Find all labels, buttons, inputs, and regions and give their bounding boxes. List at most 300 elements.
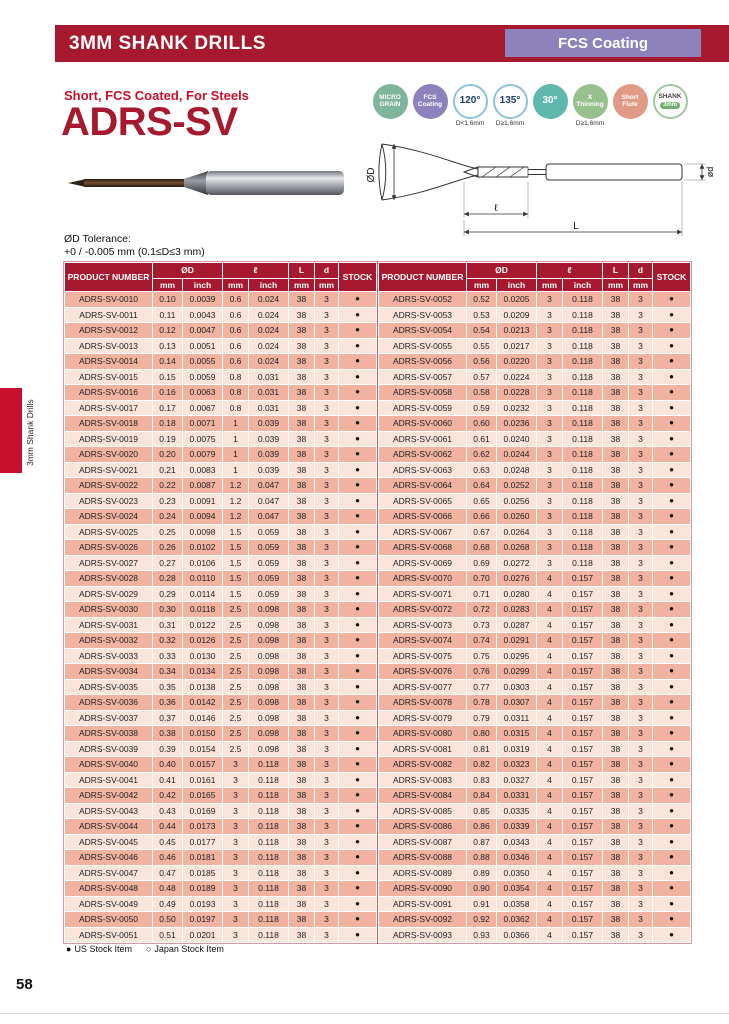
stock-cell: ● [653,633,691,649]
stock-cell: ● [339,772,377,788]
table-row [65,819,377,835]
stock-cell: ● [653,648,691,664]
stock-cell: ● [339,850,377,866]
flute-mm-cell: 4 [537,664,563,680]
flute-mm-cell: 3 [223,834,249,850]
od-mm-cell: 0.38 [153,726,183,742]
flute-inch-cell: 0.118 [249,912,289,928]
flute-mm-cell: 1.5 [223,571,249,587]
shank-mm-cell: 3 [629,803,653,819]
flute-mm-cell: 2.5 [223,602,249,618]
angle-30-badge [532,84,568,129]
product-number-cell: ADRS-SV-0030 [65,602,153,618]
unit-inch: inch [497,279,537,292]
oal-mm-cell: 38 [289,819,315,835]
col-header-overall-length: L [603,263,629,279]
unit-mm: mm [467,279,497,292]
flute-mm-cell: 3 [537,292,563,308]
flute-mm-cell: 2.5 [223,695,249,711]
flute-inch-cell: 0.118 [563,478,603,494]
col-header-stock: STOCK [339,263,377,292]
od-inch-cell: 0.0209 [497,307,537,323]
od-mm-cell: 0.80 [467,726,497,742]
product-number-cell: ADRS-SV-0065 [379,493,467,509]
oal-mm-cell: 38 [289,757,315,773]
product-number-cell: ADRS-SV-0019 [65,431,153,447]
flute-mm-cell: 3 [537,509,563,525]
od-mm-cell: 0.32 [153,633,183,649]
product-number-cell: ADRS-SV-0089 [379,865,467,881]
oal-mm-cell: 38 [289,307,315,323]
dim-label-shank-dia: ød [705,166,715,178]
od-inch-cell: 0.0154 [183,741,223,757]
product-number-cell: ADRS-SV-0043 [65,803,153,819]
od-mm-cell: 0.45 [153,834,183,850]
table-row [65,648,377,664]
od-inch-cell: 0.0205 [497,292,537,308]
od-mm-cell: 0.82 [467,757,497,773]
od-mm-cell: 0.40 [153,757,183,773]
table-row [65,710,377,726]
stock-cell: ● [653,447,691,463]
product-number-cell: ADRS-SV-0062 [379,447,467,463]
od-mm-cell: 0.29 [153,586,183,602]
stock-cell: ● [653,912,691,928]
product-number-cell: ADRS-SV-0063 [379,462,467,478]
stock-cell: ● [653,338,691,354]
flute-inch-cell: 0.098 [249,617,289,633]
flute-mm-cell: 4 [537,602,563,618]
od-mm-cell: 0.88 [467,850,497,866]
stock-cell: ● [339,679,377,695]
od-mm-cell: 0.73 [467,617,497,633]
oal-mm-cell: 38 [289,679,315,695]
stock-cell: ● [339,633,377,649]
od-inch-cell: 0.0079 [183,447,223,463]
table-row [379,927,691,943]
flute-mm-cell: 4 [537,571,563,587]
flute-mm-cell: 4 [537,896,563,912]
product-number-cell: ADRS-SV-0011 [65,307,153,323]
unit-inch: inch [183,279,223,292]
stock-cell: ● [339,524,377,540]
product-number-cell: ADRS-SV-0044 [65,819,153,835]
oal-mm-cell: 38 [289,912,315,928]
od-inch-cell: 0.0169 [183,803,223,819]
stock-cell: ● [653,400,691,416]
od-inch-cell: 0.0142 [183,695,223,711]
od-inch-cell: 0.0063 [183,385,223,401]
flute-mm-cell: 1.5 [223,555,249,571]
product-number-cell: ADRS-SV-0056 [379,354,467,370]
od-inch-cell: 0.0343 [497,834,537,850]
product-number-cell: ADRS-SV-0077 [379,679,467,695]
oal-mm-cell: 38 [603,865,629,881]
product-number-cell: ADRS-SV-0059 [379,400,467,416]
flute-inch-cell: 0.118 [249,896,289,912]
flute-inch-cell: 0.157 [563,741,603,757]
fcs-coating-badge [412,84,448,129]
badge-sub-label: D<1.6mm [455,120,485,127]
shank-mm-cell: 3 [315,881,339,897]
oal-mm-cell: 38 [603,772,629,788]
od-mm-cell: 0.30 [153,602,183,618]
product-number-cell: ADRS-SV-0012 [65,323,153,339]
oal-mm-cell: 38 [603,586,629,602]
flute-inch-cell: 0.157 [563,912,603,928]
table-row [379,633,691,649]
oal-mm-cell: 38 [289,540,315,556]
od-inch-cell: 0.0280 [497,586,537,602]
product-number-cell: ADRS-SV-0084 [379,788,467,804]
od-mm-cell: 0.76 [467,664,497,680]
product-number-cell: ADRS-SV-0067 [379,524,467,540]
product-number-cell: ADRS-SV-0034 [65,664,153,680]
oal-mm-cell: 38 [603,803,629,819]
oal-mm-cell: 38 [289,664,315,680]
oal-mm-cell: 38 [603,834,629,850]
shank-mm-cell: 3 [629,788,653,804]
shank-mm-cell: 3 [315,338,339,354]
table-row [65,447,377,463]
table-row [65,385,377,401]
oal-mm-cell: 38 [289,648,315,664]
od-inch-cell: 0.0272 [497,555,537,571]
od-mm-cell: 0.50 [153,912,183,928]
stock-cell: ● [653,493,691,509]
stock-cell: ● [339,323,377,339]
flute-mm-cell: 4 [537,819,563,835]
od-inch-cell: 0.0256 [497,493,537,509]
product-number-cell: ADRS-SV-0031 [65,617,153,633]
shank-mm-cell: 3 [315,803,339,819]
flute-inch-cell: 0.098 [249,695,289,711]
table-row [65,803,377,819]
product-number-cell: ADRS-SV-0028 [65,571,153,587]
od-inch-cell: 0.0110 [183,571,223,587]
badge-text: GRAIN [379,100,401,108]
od-mm-cell: 0.84 [467,788,497,804]
product-number-cell: ADRS-SV-0016 [65,385,153,401]
oal-mm-cell: 38 [289,881,315,897]
od-inch-cell: 0.0051 [183,338,223,354]
stock-cell: ● [339,726,377,742]
od-inch-cell: 0.0126 [183,633,223,649]
od-inch-cell: 0.0165 [183,788,223,804]
od-inch-cell: 0.0299 [497,664,537,680]
flute-inch-cell: 0.157 [563,695,603,711]
col-header-shank-dia: d [315,263,339,279]
od-mm-cell: 0.42 [153,788,183,804]
od-inch-cell: 0.0264 [497,524,537,540]
product-number-cell: ADRS-SV-0046 [65,850,153,866]
od-mm-cell: 0.55 [467,338,497,354]
stock-cell: ● [653,509,691,525]
shank-mm-cell: 3 [629,695,653,711]
product-number-cell: ADRS-SV-0073 [379,617,467,633]
shank-mm-cell: 3 [629,447,653,463]
flute-mm-cell: 3 [537,323,563,339]
oal-mm-cell: 38 [289,571,315,587]
table-row [65,834,377,850]
od-mm-cell: 0.31 [153,617,183,633]
badge-text: X [587,93,593,101]
product-number-cell: ADRS-SV-0058 [379,385,467,401]
shank-mm-cell: 3 [629,834,653,850]
col-header-flute-length: ℓ [223,263,289,279]
dim-label-flute-length: ℓ [494,203,498,214]
shank-mm-cell: 3 [629,710,653,726]
od-mm-cell: 0.83 [467,772,497,788]
od-mm-cell: 0.64 [467,478,497,494]
table-row [379,648,691,664]
product-number-cell: ADRS-SV-0010 [65,292,153,308]
product-number-cell: ADRS-SV-0069 [379,555,467,571]
shank-mm-cell: 3 [629,478,653,494]
badge-text: MICRO [379,93,401,101]
od-inch-cell: 0.0075 [183,431,223,447]
shank-mm-cell: 3 [315,757,339,773]
oal-mm-cell: 38 [603,912,629,928]
oal-mm-cell: 38 [603,493,629,509]
flute-inch-cell: 0.118 [563,509,603,525]
flute-inch-cell: 0.039 [249,416,289,432]
od-inch-cell: 0.0315 [497,726,537,742]
col-header-product-number: PRODUCT NUMBER [379,263,467,292]
od-mm-cell: 0.28 [153,571,183,587]
stock-cell: ● [339,478,377,494]
product-number-cell: ADRS-SV-0066 [379,509,467,525]
table-row [65,617,377,633]
oal-mm-cell: 38 [289,850,315,866]
flute-mm-cell: 3 [223,912,249,928]
od-mm-cell: 0.65 [467,493,497,509]
product-number-cell: ADRS-SV-0083 [379,772,467,788]
od-mm-cell: 0.47 [153,865,183,881]
stock-cell: ● [653,726,691,742]
stock-cell: ● [653,571,691,587]
od-inch-cell: 0.0335 [497,803,537,819]
us-stock-label: US Stock Item [74,944,132,954]
od-mm-cell: 0.41 [153,772,183,788]
shank-mm-cell: 3 [629,602,653,618]
flute-mm-cell: 1 [223,431,249,447]
flute-inch-cell: 0.059 [249,571,289,587]
shank-mm-cell: 3 [629,617,653,633]
oal-mm-cell: 38 [289,586,315,602]
drill-photo-image [58,148,350,218]
table-row [65,416,377,432]
flute-mm-cell: 0.8 [223,385,249,401]
flute-mm-cell: 4 [537,710,563,726]
od-mm-cell: 0.20 [153,447,183,463]
flute-inch-cell: 0.118 [249,834,289,850]
flute-mm-cell: 2.5 [223,726,249,742]
od-inch-cell: 0.0094 [183,509,223,525]
od-inch-cell: 0.0350 [497,865,537,881]
oal-mm-cell: 38 [289,602,315,618]
od-inch-cell: 0.0311 [497,710,537,726]
product-number-cell: ADRS-SV-0023 [65,493,153,509]
flute-mm-cell: 3 [537,354,563,370]
flute-inch-cell: 0.047 [249,493,289,509]
od-inch-cell: 0.0362 [497,912,537,928]
table-row [65,586,377,602]
od-inch-cell: 0.0039 [183,292,223,308]
section-tab-label: 3mm Shank Drills [25,399,35,466]
od-inch-cell: 0.0091 [183,493,223,509]
od-mm-cell: 0.13 [153,338,183,354]
table-row [379,431,691,447]
table-row [379,617,691,633]
flute-inch-cell: 0.157 [563,896,603,912]
unit-inch: inch [563,279,603,292]
flute-inch-cell: 0.098 [249,726,289,742]
od-inch-cell: 0.0059 [183,369,223,385]
dimension-drawing [366,138,718,251]
page-number: 58 [16,976,33,993]
stock-cell: ● [653,881,691,897]
flute-mm-cell: 4 [537,695,563,711]
short-flute-badge [612,84,648,129]
flute-inch-cell: 0.024 [249,307,289,323]
oal-mm-cell: 38 [603,478,629,494]
oal-mm-cell: 38 [603,695,629,711]
flute-inch-cell: 0.157 [563,788,603,804]
flute-inch-cell: 0.098 [249,633,289,649]
table-row [379,881,691,897]
flute-mm-cell: 3 [537,462,563,478]
shank-mm-cell: 3 [315,323,339,339]
stock-cell: ● [339,741,377,757]
oal-mm-cell: 38 [603,400,629,416]
flute-mm-cell: 1.5 [223,524,249,540]
oal-mm-cell: 38 [603,509,629,525]
od-mm-cell: 0.89 [467,865,497,881]
od-inch-cell: 0.0067 [183,400,223,416]
oal-mm-cell: 38 [289,323,315,339]
stock-cell: ● [653,772,691,788]
oal-mm-cell: 38 [603,757,629,773]
flute-mm-cell: 4 [537,679,563,695]
shank-mm-cell: 3 [629,571,653,587]
shank-mm-cell: 3 [629,431,653,447]
flute-inch-cell: 0.157 [563,633,603,649]
od-inch-cell: 0.0224 [497,369,537,385]
product-number-cell: ADRS-SV-0078 [379,695,467,711]
shank-mm-cell: 3 [315,788,339,804]
stock-cell: ● [653,695,691,711]
table-row [379,679,691,695]
od-inch-cell: 0.0134 [183,664,223,680]
flute-mm-cell: 1 [223,447,249,463]
flute-inch-cell: 0.118 [563,400,603,416]
oal-mm-cell: 38 [289,865,315,881]
table-row [379,493,691,509]
stock-cell: ● [339,664,377,680]
od-inch-cell: 0.0189 [183,881,223,897]
flute-inch-cell: 0.118 [249,927,289,943]
oal-mm-cell: 38 [603,338,629,354]
flute-inch-cell: 0.157 [563,834,603,850]
table-row [379,772,691,788]
oal-mm-cell: 38 [603,292,629,308]
table-row [65,726,377,742]
table-row [65,850,377,866]
shank-mm-cell: 3 [629,493,653,509]
flute-mm-cell: 4 [537,865,563,881]
od-mm-cell: 0.74 [467,633,497,649]
od-inch-cell: 0.0346 [497,850,537,866]
oal-mm-cell: 38 [603,881,629,897]
od-mm-cell: 0.62 [467,447,497,463]
bottom-rule [0,1013,729,1014]
table-row [379,555,691,571]
flute-inch-cell: 0.047 [249,509,289,525]
badge-text: 3mm [660,102,680,108]
flute-mm-cell: 2.5 [223,617,249,633]
flute-mm-cell: 4 [537,772,563,788]
od-inch-cell: 0.0098 [183,524,223,540]
x-thinning-badge [572,84,608,129]
product-number-cell: ADRS-SV-0085 [379,803,467,819]
od-mm-cell: 0.51 [153,927,183,943]
od-inch-cell: 0.0197 [183,912,223,928]
product-number-cell: ADRS-SV-0086 [379,819,467,835]
od-inch-cell: 0.0185 [183,865,223,881]
flute-inch-cell: 0.157 [563,571,603,587]
flute-inch-cell: 0.118 [563,292,603,308]
od-inch-cell: 0.0366 [497,927,537,943]
od-inch-cell: 0.0354 [497,881,537,897]
product-number-cell: ADRS-SV-0018 [65,416,153,432]
flute-mm-cell: 4 [537,741,563,757]
table-row [65,881,377,897]
dim-label-od: ØD [366,167,377,183]
flute-mm-cell: 4 [537,633,563,649]
flute-inch-cell: 0.031 [249,369,289,385]
od-mm-cell: 0.81 [467,741,497,757]
oal-mm-cell: 38 [603,741,629,757]
flute-mm-cell: 4 [537,757,563,773]
stock-cell: ● [339,385,377,401]
od-mm-cell: 0.63 [467,462,497,478]
od-mm-cell: 0.92 [467,912,497,928]
oal-mm-cell: 38 [289,354,315,370]
product-number-cell: ADRS-SV-0052 [379,292,467,308]
flute-inch-cell: 0.157 [563,679,603,695]
stock-cell: ● [653,524,691,540]
table-row [379,447,691,463]
flute-mm-cell: 3 [223,881,249,897]
od-mm-cell: 0.35 [153,679,183,695]
shank-mm-cell: 3 [315,586,339,602]
od-inch-cell: 0.0358 [497,896,537,912]
flute-inch-cell: 0.118 [249,850,289,866]
flute-mm-cell: 4 [537,617,563,633]
shank-mm-cell: 3 [629,509,653,525]
od-inch-cell: 0.0213 [497,323,537,339]
oal-mm-cell: 38 [603,354,629,370]
shank-mm-cell: 3 [629,881,653,897]
shank-mm-cell: 3 [315,354,339,370]
product-number-cell: ADRS-SV-0033 [65,648,153,664]
shank-mm-cell: 3 [315,509,339,525]
table-row [379,602,691,618]
table-row [65,354,377,370]
shank-mm-cell: 3 [629,369,653,385]
od-mm-cell: 0.57 [467,369,497,385]
